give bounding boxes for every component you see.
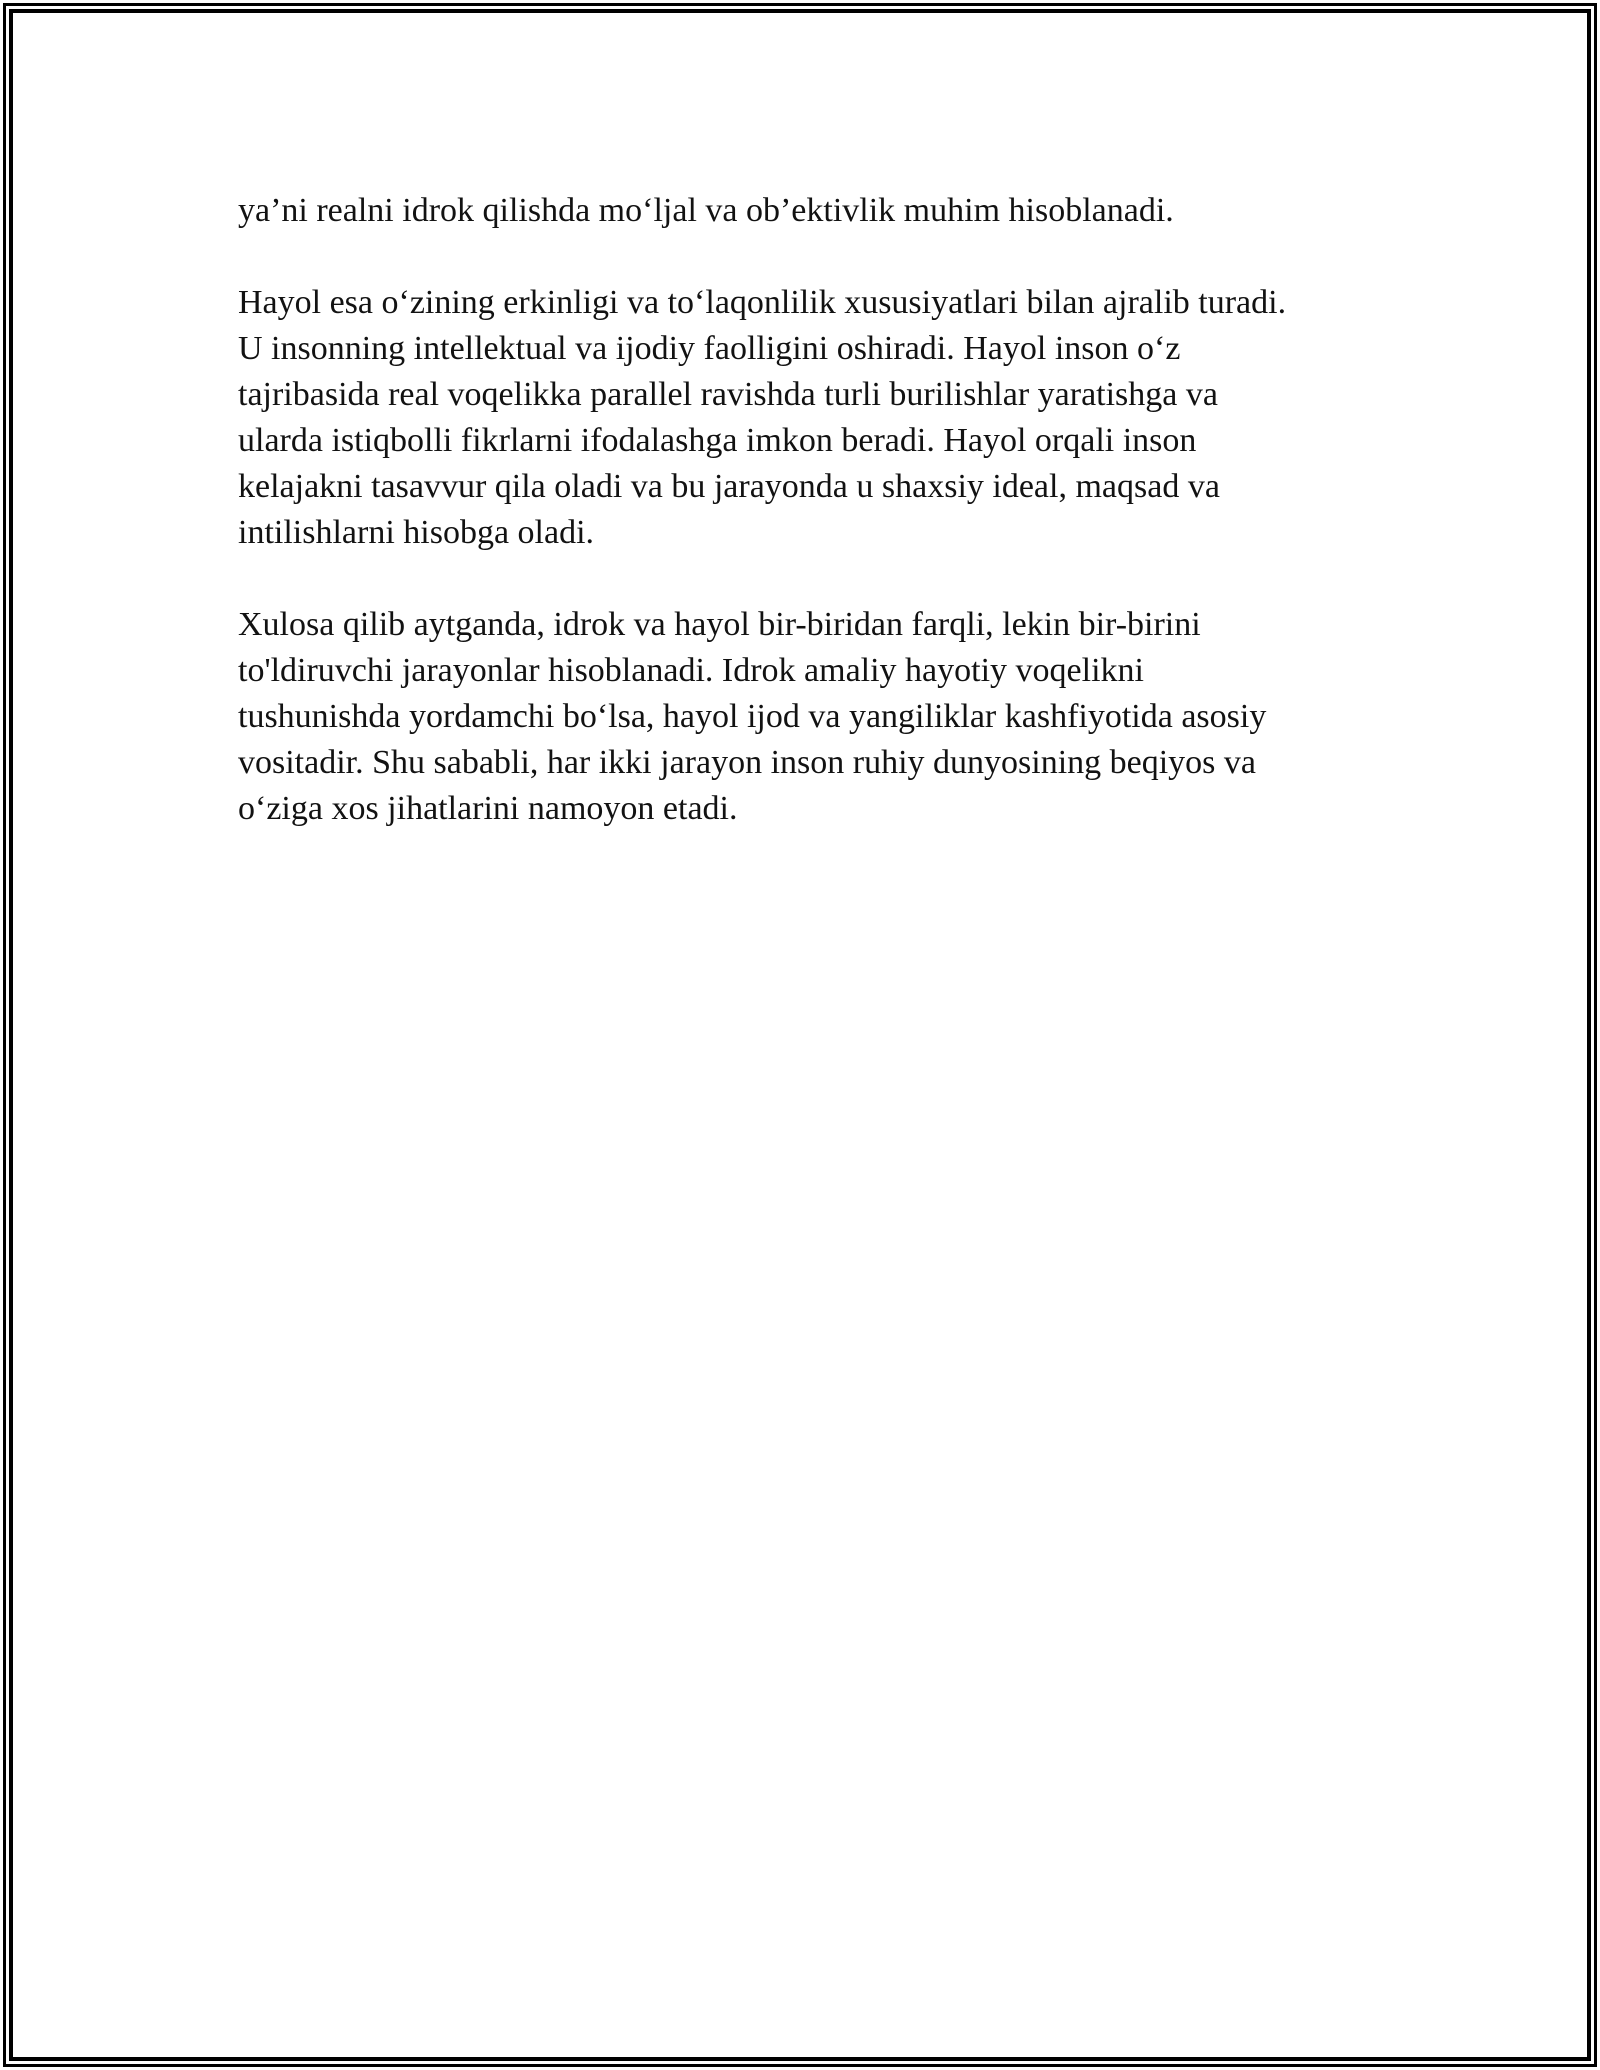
text-line: ya’ni realni idrok qilishda mo‘ljal va ob’ektivlik muhim hisoblanadi. xyxy=(238,192,1174,229)
paragraph-3 xyxy=(238,602,1428,832)
text-line: U insonning intellektual va ijodiy faolligini oshiradi. Hayol inson o‘z xyxy=(238,330,1181,367)
text-line: kelajakni tasavvur qila oladi va bu jarayonda u shaxsiy ideal, maqsad va xyxy=(238,468,1220,505)
text-line: tushunishda yordamchi bo‘lsa, hayol ijod va yangiliklar kashfiyotida asosiy xyxy=(238,698,1267,735)
text-line: Hayol esa o‘zining erkinligi va to‘laqonlilik xususiyatlari bilan ajralib turadi. xyxy=(238,284,1287,321)
paragraph-2 xyxy=(238,280,1428,556)
text-line: Xulosa qilib aytganda, idrok va hayol bir-biridan farqli, lekin bir-birini xyxy=(238,606,1201,643)
paragraph-1 xyxy=(238,188,1428,234)
document-body xyxy=(238,188,1428,878)
text-line: ularda istiqbolli fikrlarni ifodalashga imkon beradi. Hayol orqali inson xyxy=(238,422,1197,459)
text-line: intilishlarni hisobga oladi. xyxy=(238,514,595,551)
text-line: o‘ziga xos jihatlarini namoyon etadi. xyxy=(238,790,738,827)
text-line: tajribasida real voqelikka parallel ravishda turli burilishlar yaratishga va xyxy=(238,376,1218,413)
text-line: to'ldiruvchi jarayonlar hisoblanadi. Idrok amaliy hayotiy voqelikni xyxy=(238,652,1144,689)
text-line: vositadir. Shu sababli, har ikki jarayon inson ruhiy dunyosining beqiyos va xyxy=(238,744,1257,781)
